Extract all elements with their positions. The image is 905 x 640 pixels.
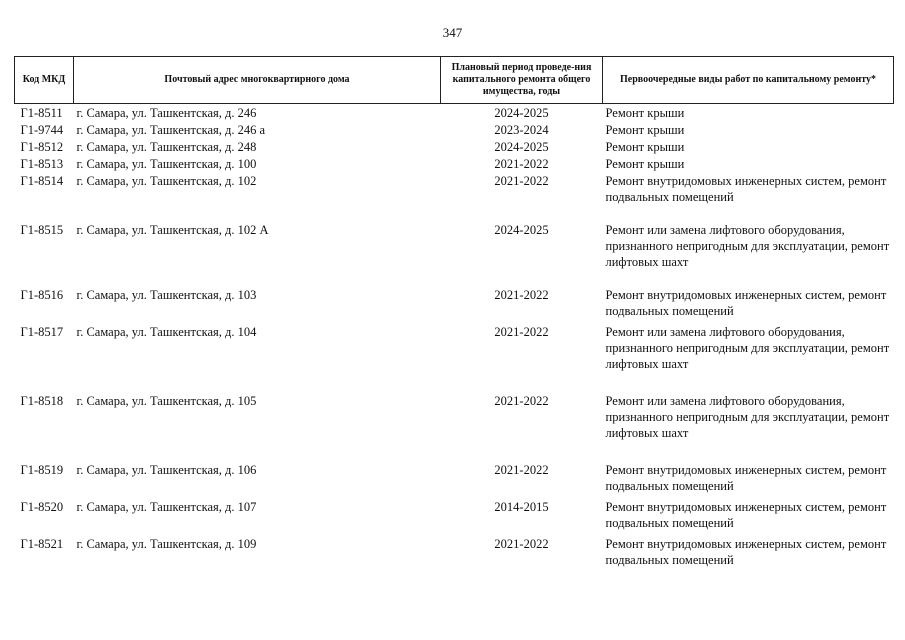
cell-address: г. Самара, ул. Ташкентская, д. 107: [76, 500, 257, 514]
cell-period: 2021-2022: [494, 537, 549, 551]
cell-works: Ремонт или замена лифтового оборудования, признанного непригодным для эксплуатации, ремонт лифтовых шахт: [605, 394, 890, 440]
cell-code: Г1-8520: [20, 500, 64, 514]
cell-address: г. Самара, ул. Ташкентская, д. 100: [76, 157, 257, 171]
cell-code: Г1-8516: [20, 288, 64, 302]
table-row: [15, 323, 894, 392]
table-row: [15, 286, 894, 323]
table-row: [15, 221, 894, 286]
cell-address: г. Самара, ул. Ташкентская, д. 104: [76, 325, 257, 339]
cell-period: 2024-2025: [494, 140, 549, 154]
table-row: [15, 121, 894, 138]
cell-works: Ремонт крыши: [605, 106, 685, 120]
table-header-row: [15, 57, 894, 104]
cell-period: 2024-2025: [494, 106, 549, 120]
cell-works: Ремонт внутридомовых инженерных систем, ремонт подвальных помещений: [605, 288, 887, 318]
cell-code: Г1-8513: [20, 157, 64, 171]
cell-period: 2021-2022: [494, 288, 549, 302]
cell-works: Ремонт внутридомовых инженерных систем, ремонт подвальных помещений: [605, 174, 887, 204]
table-row: [15, 392, 894, 461]
cell-address: г. Самара, ул. Ташкентская, д. 246: [76, 106, 257, 120]
cell-works: Ремонт внутридомовых инженерных систем, ремонт подвальных помещений: [605, 500, 887, 530]
cell-period: 2021-2022: [494, 174, 549, 188]
page-number: 347: [442, 25, 463, 40]
cell-address: г. Самара, ул. Ташкентская, д. 106: [76, 463, 257, 477]
header-address: Почтовый адрес многоквартирного дома: [74, 57, 441, 104]
cell-period: 2023-2024: [494, 123, 549, 137]
cell-code: Г1-8517: [20, 325, 64, 339]
header-code: Код МКД: [15, 57, 74, 104]
cell-works: Ремонт крыши: [605, 157, 685, 171]
cell-code: Г1-8519: [20, 463, 64, 477]
cell-code: Г1-8515: [20, 223, 64, 237]
cell-works: Ремонт или замена лифтового оборудования, признанного непригодным для эксплуатации, ремонт лифтовых шахт: [605, 325, 890, 371]
cell-period: 2014-2015: [494, 500, 549, 514]
cell-code: Г1-8511: [20, 106, 63, 120]
header-works: Первоочередные виды работ по капитальному ремонту*: [603, 57, 894, 104]
cell-code: Г1-8521: [20, 537, 64, 551]
cell-address: г. Самара, ул. Ташкентская, д. 246 а: [76, 123, 266, 137]
table-row: [15, 138, 894, 155]
cell-period: 2021-2022: [494, 157, 549, 171]
cell-address: г. Самара, ул. Ташкентская, д. 109: [76, 537, 257, 551]
cell-works: Ремонт или замена лифтового оборудования, признанного непригодным для эксплуатации, ремонт лифтовых шахт: [605, 223, 890, 269]
cell-address: г. Самара, ул. Ташкентская, д. 248: [76, 140, 257, 154]
header-period: Плановый период проведе-ния капитального ремонта общего имущества, годы: [441, 57, 603, 104]
cell-works: Ремонт крыши: [605, 140, 685, 154]
cell-code: Г1-8518: [20, 394, 64, 408]
table-row: [15, 535, 894, 568]
table-row: [15, 104, 894, 122]
cell-code: Г1-8514: [20, 174, 64, 188]
capital-repair-table: [14, 56, 894, 568]
cell-works: Ремонт крыши: [605, 123, 685, 137]
cell-code: Г1-9744: [20, 123, 64, 137]
cell-works: Ремонт внутридомовых инженерных систем, ремонт подвальных помещений: [605, 463, 887, 493]
cell-code: Г1-8512: [20, 140, 64, 154]
cell-works: Ремонт внутридомовых инженерных систем, ремонт подвальных помещений: [605, 537, 887, 567]
table-row: [15, 172, 894, 221]
cell-address: г. Самара, ул. Ташкентская, д. 103: [76, 288, 257, 302]
cell-period: 2024-2025: [494, 223, 549, 237]
cell-address: г. Самара, ул. Ташкентская, д. 102 А: [76, 223, 269, 237]
table-row: [15, 461, 894, 498]
table-row: [15, 498, 894, 535]
cell-address: г. Самара, ул. Ташкентская, д. 102: [76, 174, 257, 188]
cell-period: 2021-2022: [494, 325, 549, 339]
cell-period: 2021-2022: [494, 394, 549, 408]
cell-address: г. Самара, ул. Ташкентская, д. 105: [76, 394, 257, 408]
table-row: [15, 155, 894, 172]
cell-period: 2021-2022: [494, 463, 549, 477]
